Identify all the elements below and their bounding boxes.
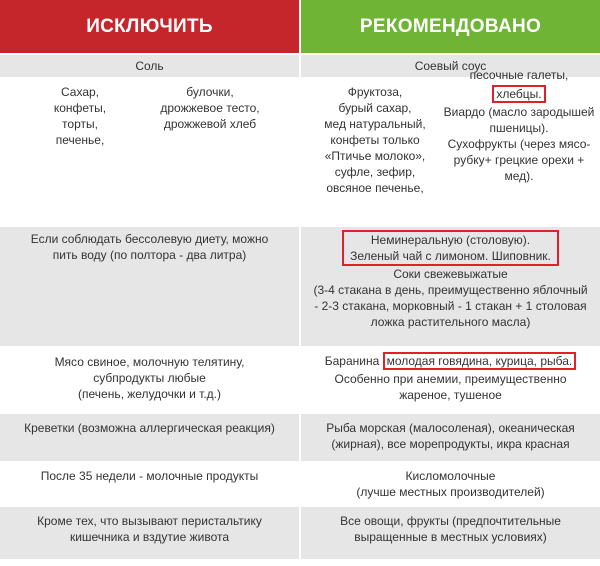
table-row [0, 68, 600, 225]
highlight-box: Неминеральную (столовую). Зеленый чай с лимоном. Шиповник. [342, 230, 559, 266]
exclude-cell: Креветки (возможна аллергическая реакция) [0, 414, 299, 461]
table-row [0, 463, 600, 505]
sweets-list: Сахар, конфеты, торты, печенье, [53, 85, 107, 147]
exclude-cell: Кроме тех, что вызывают перистальтику кишечника и вздутие живота [0, 507, 299, 559]
recommended-cell [301, 68, 600, 225]
bakery-list: булочки, дрожжевое тесто, дрожжевой хлеб [160, 85, 260, 131]
exclude-header: ИСКЛЮЧИТЬ [0, 0, 299, 53]
table-row [0, 507, 600, 559]
recommended-cell: Рыба морская (малосоленая), океаническая (жирная), все морепродукты, икра красная [301, 414, 600, 461]
exclude-cell: Мясо свиное, молочную телятину, субпродукты любые (печень, желудочки и т.д.) [0, 348, 299, 412]
recommended-cell: Кисломолочные (лучше местных производителей) [301, 463, 600, 505]
recommended-header: РЕКОМЕНДОВАНО [301, 0, 600, 53]
exclude-cell [0, 55, 299, 77]
bread-allowed-list: песочные галеты, хлебцы. Виардо (масло зародышей пшеницы). Сухофрукты (через мясо- рубку+ грецкие орехи + мед). [443, 68, 595, 183]
exclude-cell [0, 79, 299, 225]
recommended-cell: Все овощи, фрукты (предпочтительные выращенные в местных условиях) [301, 507, 600, 559]
highlight-box: молодая говядина, курица, рыба. [383, 352, 577, 370]
sweets-allowed-list: Фруктоза, бурый сахар, мед натуральный, конфеты только «Птичье молоко», суфле, зефир, овсяное печенье, [324, 85, 426, 195]
table-row [0, 414, 600, 461]
highlight-box: хлебцы. [492, 85, 545, 103]
cell-text: Соевый соус [414, 59, 487, 73]
table-header [0, 0, 600, 53]
recommended-cell: Баранина молодая говядина, курица, рыба. Особенно при анемии, преимущественно жареное, тушеное [301, 348, 600, 412]
exclude-cell: Если соблюдать бессолевую диету, можно пить воду (по полтора - два литра) [0, 227, 299, 346]
table-row [0, 348, 600, 412]
recommended-cell: Неминеральную (столовую). Зеленый чай с лимоном. Шиповник. Соки свежевыжатые (3-4 стакана в день, преимущественно яблочный - 2-3 стакана, морковный - 1 стакан + 1 столовая ложка растительного масла) [301, 227, 600, 346]
cell-text: Соль [135, 59, 164, 73]
exclude-cell: После 35 недели - молочные продукты [0, 463, 299, 505]
table-row [0, 227, 600, 346]
